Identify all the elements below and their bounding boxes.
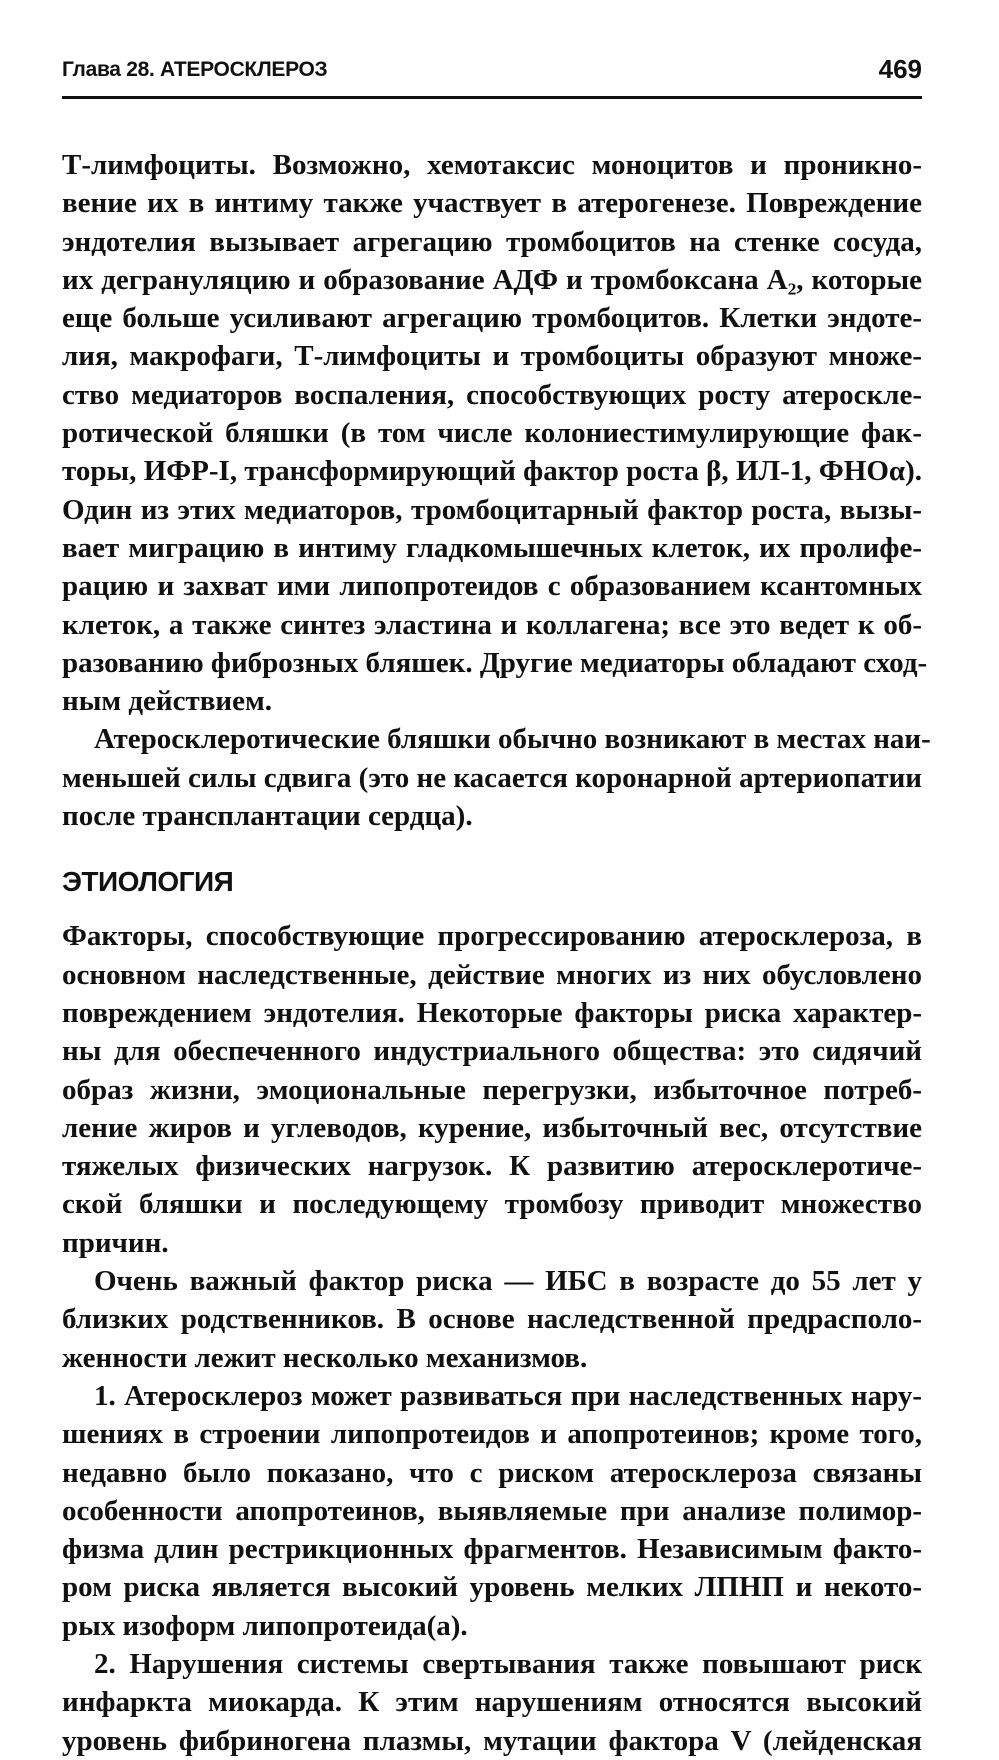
text-line: недавно было показано, что с риском атеросклероза связаны — [62, 1456, 922, 1489]
text-line: Очень важный фактор риска — ИБС в возрасте до 55 лет у — [94, 1265, 922, 1298]
text-line: физма длин рестрикционных фрагментов. Независимым факто- — [62, 1533, 922, 1566]
text-line: клеток, а также синтез эластина и коллагена; все это ведет к об- — [62, 608, 922, 641]
text-line: основном наследственные, действие многих из них обусловлено — [62, 958, 922, 991]
text-line: рацию и захват ими липопротеидов с образованием ксантомных — [62, 570, 922, 603]
text-line: ство медиаторов воспаления, способствующих росту атероскле- — [62, 378, 922, 411]
text-line: Один из этих медиаторов, тромбоцитарный фактор роста, вызы- — [62, 493, 922, 526]
chapter-title: Глава 28. АТЕРОСКЛЕРОЗ — [62, 58, 328, 81]
text-line: вение их в интиму также участвует в атерогенезе. Повреждение — [62, 187, 922, 220]
paragraph — [62, 917, 922, 1262]
page-body — [62, 146, 931, 1760]
text-line: ным действием. — [62, 685, 272, 718]
text-line: после трансплантации сердца). — [62, 800, 473, 833]
text-line: меньшей силы сдвига (это не касается коронарной артериопатии — [62, 761, 922, 794]
section-paragraphs — [62, 917, 922, 1760]
text-line: близких родственников. В основе наследственной предрасполо- — [62, 1303, 922, 1336]
intro-paragraphs — [62, 146, 931, 835]
text-line: ром риска является высокий уровень мелких ЛПНП и некото- — [62, 1571, 922, 1604]
text-line: Факторы, способствующие прогрессированию атеросклероза, в — [62, 920, 922, 953]
text-line: 2. Нарушения системы свертывания также повышают риск — [94, 1647, 922, 1680]
text-line: уровень фибриногена плазмы, мутации фактора V (лейденская — [62, 1724, 922, 1757]
paragraph — [62, 720, 931, 835]
text-line: повреждением эндотелия. Некоторые факторы риска характер- — [62, 996, 922, 1029]
text-line: ротической бляшки (в том числе колониестимулирующие фак- — [62, 417, 922, 450]
text-line: их дегрануляцию и образование АДФ и тромбоксана A₂, которые — [62, 263, 922, 296]
text-line: Атеросклеротические бляшки обычно возникают в местах наи- — [94, 723, 931, 756]
text-line: инфаркта миокарда. К этим нарушениям относятся высокий — [62, 1686, 922, 1719]
text-line: рых изоформ липопротеида(а). — [62, 1609, 468, 1642]
text-line: ской бляшки и последующему тромбозу приводит множество — [62, 1188, 922, 1221]
section-heading: ЭТИОЛОГИЯ — [62, 866, 234, 898]
text-line: тяжелых физических нагрузок. К развитию атеросклеротиче- — [62, 1150, 922, 1183]
paragraph — [62, 146, 928, 720]
text-line: торы, ИФР-I, трансформирующий фактор роста β, ИЛ-1, ФНОα). — [62, 455, 922, 488]
text-line: Т-лимфоциты. Возможно, хемотаксис моноцитов и проникно- — [62, 149, 922, 181]
running-header — [62, 50, 922, 99]
text-line: вает миграцию в интиму гладкомышечных клеток, их пролифе- — [62, 531, 922, 564]
text-line: шениях в строении липопротеидов и апопротеинов; кроме того, — [62, 1418, 922, 1451]
text-line: причин. — [62, 1226, 169, 1259]
text-line: ление жиров и углеводов, курение, избыточный вес, отсутствие — [62, 1111, 922, 1144]
page-number: 469 — [878, 54, 922, 84]
text-line: разованию фиброзных бляшек. Другие медиаторы обладают сход- — [62, 646, 928, 679]
text-line: лия, макрофаги, Т-лимфоциты и тромбоциты образуют множе- — [62, 340, 922, 373]
text-line: ны для обеспеченного индустриального общества: это сидячий — [62, 1035, 922, 1068]
paragraph — [62, 1645, 922, 1760]
paragraph — [62, 1262, 922, 1377]
text-line: особенности апопротеинов, выявляемые при анализе полимор- — [62, 1494, 922, 1527]
paragraph — [62, 1377, 922, 1645]
text-line: 1. Атеросклероз может развиваться при наследственных нару- — [94, 1379, 922, 1412]
text-line: эндотелия вызывает агрегацию тромбоцитов на стенке сосуда, — [62, 225, 922, 258]
text-line: женности лежит несколько механизмов. — [62, 1341, 588, 1374]
text-line: образ жизни, эмоциональные перегрузки, избыточное потреб- — [62, 1073, 922, 1106]
text-line: еще больше усиливают агрегацию тромбоцитов. Клетки эндоте- — [62, 302, 922, 335]
